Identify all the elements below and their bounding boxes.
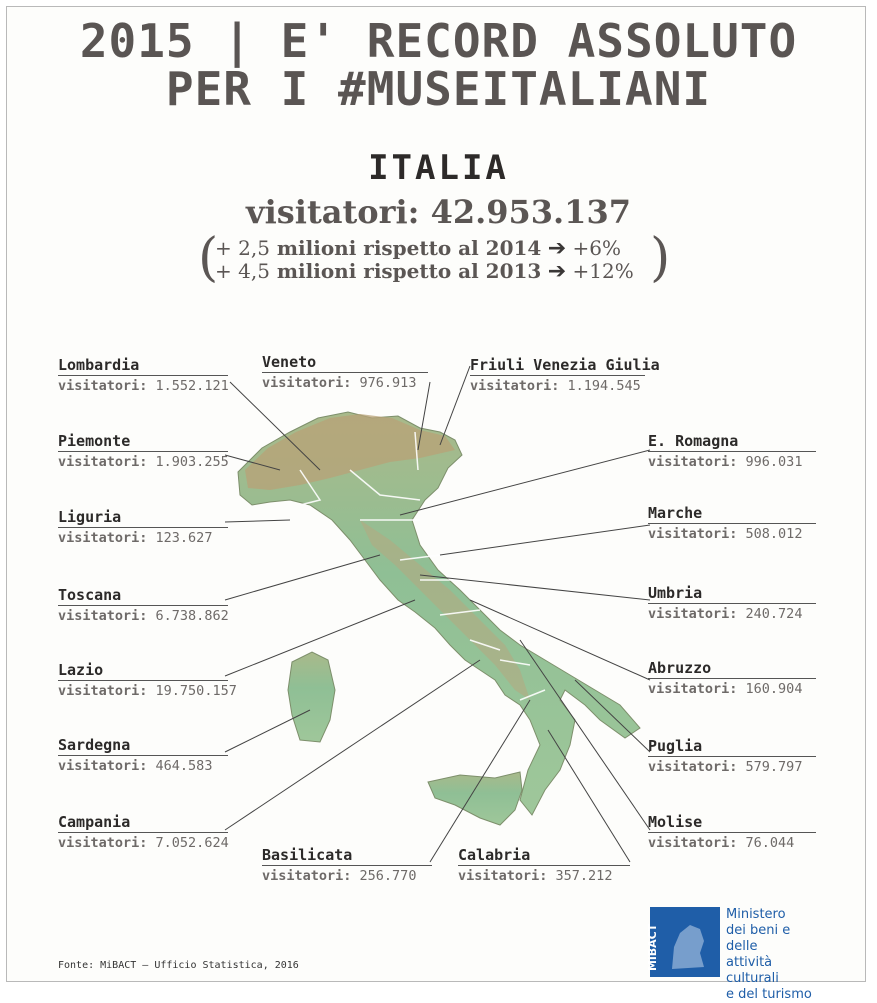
delta-2013: + 4,5 [215,259,270,283]
visitor-count: 579.797 [745,759,803,775]
visitor-label: visitatori: [648,835,738,851]
visitor-label: visitatori: [648,681,738,697]
region-toscana [58,585,228,626]
region-name: Campania [58,813,131,831]
visitor-label: visitatori: [648,606,738,622]
region-value [58,681,237,701]
region-calabria [458,845,630,886]
visitor-count: 976.913 [359,375,417,391]
visitor-count: 19.750.157 [155,683,237,699]
delta-text-2013: milioni rispetto al 2013 [269,259,542,283]
visitor-count: 464.583 [155,758,213,774]
source-note: Fonte: MiBACT – Ufficio Statistica, 2016 [58,960,299,971]
region-sardegna [58,735,228,776]
visitor-label: visitatori: [58,454,148,470]
region-name: Abruzzo [648,659,712,677]
visitor-count: 240.724 [745,606,803,622]
visitor-label: visitatori: [648,454,738,470]
region-value [470,376,645,396]
country-heading: ITALIA [368,148,509,188]
region-value [458,866,630,886]
left-paren: ( [198,228,219,288]
title-line-2: PER I #MUSEITALIANI [165,62,712,116]
visitor-label: visitatori: [648,526,738,542]
visitor-count: 6.738.862 [155,608,229,624]
region-umbria [648,583,816,624]
region-campania [58,812,228,853]
region-name: Lazio [58,661,104,679]
region-value [58,452,228,472]
region-value [58,376,228,396]
region-name: Piemonte [58,432,131,450]
visitor-label: visitatori: [58,530,148,546]
logo-line-4: e del turismo [726,987,812,1002]
visitor-count: 160.904 [745,681,803,697]
visitor-count: 1.552.121 [155,378,229,394]
apennines-shape [360,520,530,700]
mibact-logo [646,907,820,1002]
region-name: Liguria [58,508,122,526]
pct-2013: +12% [572,259,634,283]
logo-line-3: attività culturali [726,955,779,986]
region-veneto [262,352,428,393]
total-visitors: visitatori: 42.953.137 [246,193,631,231]
region-basilicata [262,845,432,886]
visitor-count: 256.770 [359,868,417,884]
visitor-count: 996.031 [745,454,803,470]
region-name: Marche [648,504,703,522]
region-value [648,452,816,472]
region-value [58,528,228,548]
region-name: Molise [648,813,703,831]
region-marche [648,503,816,544]
region-value [648,679,816,699]
right-paren: ) [650,228,671,288]
logo-line-2: dei beni e delle [726,923,791,954]
region-value [58,756,228,776]
region-name: Calabria [458,846,531,864]
region-name: Umbria [648,584,703,602]
visitor-label: visitatori: [58,835,148,851]
region-name: Lombardia [58,356,140,374]
visitor-label: visitatori: [262,375,352,391]
visitor-count: 1.194.545 [567,378,641,394]
visitor-label: visitatori: [58,758,148,774]
region-value [648,757,816,777]
visitor-label: visitatori: [58,378,148,394]
region-lazio [58,660,237,701]
region-emilia-romagna [648,431,816,472]
region-value [648,524,816,544]
visitor-count: 357.212 [555,868,613,884]
title-line-1: 2015 | E' RECORD ASSOLUTO [79,14,798,68]
region-name: Friuli Venezia Giulia [470,356,660,374]
visitor-label: visitatori: [470,378,560,394]
region-name: Toscana [58,586,122,604]
arrow-right-icon: ➔ [547,236,567,261]
region-name: E. Romagna [648,432,739,450]
region-lombardia [58,355,228,396]
region-puglia [648,736,816,777]
visitor-count: 123.627 [155,530,213,546]
mibact-logo-text [726,907,820,1003]
sicily-shape [428,772,522,825]
region-name: Basilicata [262,846,353,864]
region-value [262,373,428,393]
visitor-count: 1.903.255 [155,454,229,470]
visitor-count: 76.044 [745,835,795,851]
region-name: Veneto [262,353,317,371]
region-piemonte [58,431,228,472]
region-molise [648,812,816,853]
visitor-label: visitatori: [262,868,352,884]
region-value [648,604,816,624]
visitor-label: visitatori: [58,608,148,624]
logo-line-1: Ministero [726,907,786,922]
mibact-logo-mark [646,907,720,977]
region-friuli [470,355,660,396]
region-value [58,833,228,853]
visitor-count: 508.012 [745,526,803,542]
arrow-right-icon: ➔ [547,259,567,284]
visitor-label: visitatori: [648,759,738,775]
visitor-label: visitatori: [58,683,148,699]
region-value [262,866,432,886]
sardinia-shape [288,652,335,742]
region-value [648,833,816,853]
region-abruzzo [648,658,816,699]
svg-text:MiBACT: MiBACT [646,923,659,971]
pct-2014: +6% [572,236,622,260]
region-name: Sardegna [58,736,131,754]
visitor-label: visitatori: [458,868,548,884]
delta-text-2014: milioni rispetto al 2014 [269,236,542,260]
region-liguria [58,507,228,548]
region-name: Puglia [648,737,703,755]
visitor-count: 7.052.624 [155,835,229,851]
museum-figure-icon [646,907,720,977]
region-value [58,606,228,626]
delta-2014: + 2,5 [215,236,270,260]
